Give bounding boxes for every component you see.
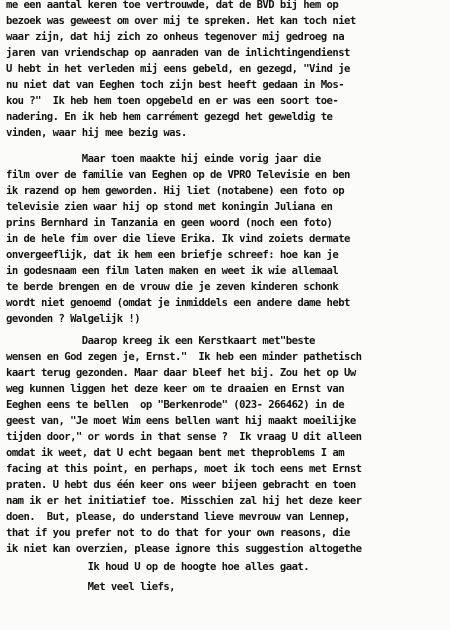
letter-line: that if you prefer not to do that for your own reasons, die: [6, 527, 350, 539]
letter-line: tijden door," or words in that sense ? Ik vraag U dit alleen: [6, 431, 362, 443]
letter-line: geest van, "Je moet Wim eens bellen want hij maakt moeilijke: [6, 415, 356, 427]
letter-line: ik niet kan overzien, please ignore this suggestion altogethe: [6, 543, 362, 555]
letter-line: vinden, waar hij mee bezig was.: [6, 127, 187, 139]
letter-line: bezoek was geweest om over mij te spreken. Het kan toch niet: [6, 15, 356, 27]
letter-line: te berde brengen en de vrouw die je zeven kinderen schonk: [6, 281, 339, 293]
letter-line: in de hele fim over die lieve Erika. Ik vind zoiets dermate: [6, 233, 350, 245]
letter-line: wensen en God zegen je, Ernst." Ik heb een minder pathetisch: [6, 351, 362, 363]
letter-line: gevonden ? Walgelijk !): [6, 313, 141, 325]
letter-line: film over de familie van Eeghen op de VPRO Televisie en ben: [6, 169, 350, 181]
letter-line: Daarop kreeg ik een Kerstkaart met"beste: [6, 335, 315, 347]
letter-line: nadering. En ik heb hem carrément gezegd het geweldig te: [6, 111, 333, 123]
letter-line: Met veel liefs,: [6, 581, 176, 593]
letter-line: prins Bernhard in Tanzania en geen woord (noch een foto): [6, 217, 333, 229]
letter-line: nam ik er het initiatief toe. Misschien zal hij het deze keer: [6, 495, 362, 507]
letter-line: weg kunnen liggen het deze keer om te draaien en Ernst van: [6, 383, 345, 395]
letter-line: kou ?" Ik heb hem toen opgebeld en er was een soort toe-: [6, 95, 339, 107]
letter-line: kaart terug gezonden. Maar daar bleef het bij. Zou het op Uw: [6, 367, 356, 379]
letter-line: in godesnaam een film laten maken en weet ik wie allemaal: [6, 265, 339, 277]
letter-line: Ik houd U op de hoogte hoe alles gaat.: [6, 561, 310, 573]
letter-line: ik razend op hem geworden. Hij liet (notabene) een foto op: [6, 185, 345, 197]
letter-line: facing at this point, en perhaps, moet ik toch eens met Ernst: [6, 463, 362, 475]
letter-line: jaren van vriendschap op aanraden van de inlichtingendienst: [6, 47, 350, 59]
letter-line: me een aantal keren toe vertrouwde, dat de BVD bij hem op: [6, 0, 339, 11]
letter-line: praten. U hebt dus één keer ons weer bijeen gebracht en toen: [6, 479, 356, 491]
letter-line: televisie zien waar hij op stond met koningin Juliana en: [6, 201, 333, 213]
letter-line: omdat ik weet, dat U echt begaan bent met theproblems I am: [6, 447, 345, 459]
letter-line: Maar toen maakte hij einde vorig jaar die: [6, 153, 321, 165]
letter-line: nu niet dat van Eeghen toch zijn best heeft gedaan in Mos-: [6, 79, 345, 91]
letter-line: waar zijn, dat hij zich zo onheus tegenover mij gedroeg na: [6, 31, 345, 43]
letter-line: Eeghen eens te bellen op "Berkenrode" (023- 266462) in de: [6, 399, 345, 411]
letter-line: doen. But, please, do understand lieve mevrouw van Lennep,: [6, 511, 350, 523]
letter-line: wordt niet genoemd (omdat je inmiddels een andere dame hebt: [6, 297, 350, 309]
letter-line: U hebt in het verleden mij eens gebeld, en gezegd, "Vind je: [6, 63, 350, 75]
letter-line: onvergeeflijk, dat ik hem een briefje schreef: hoe kan je: [6, 249, 339, 261]
